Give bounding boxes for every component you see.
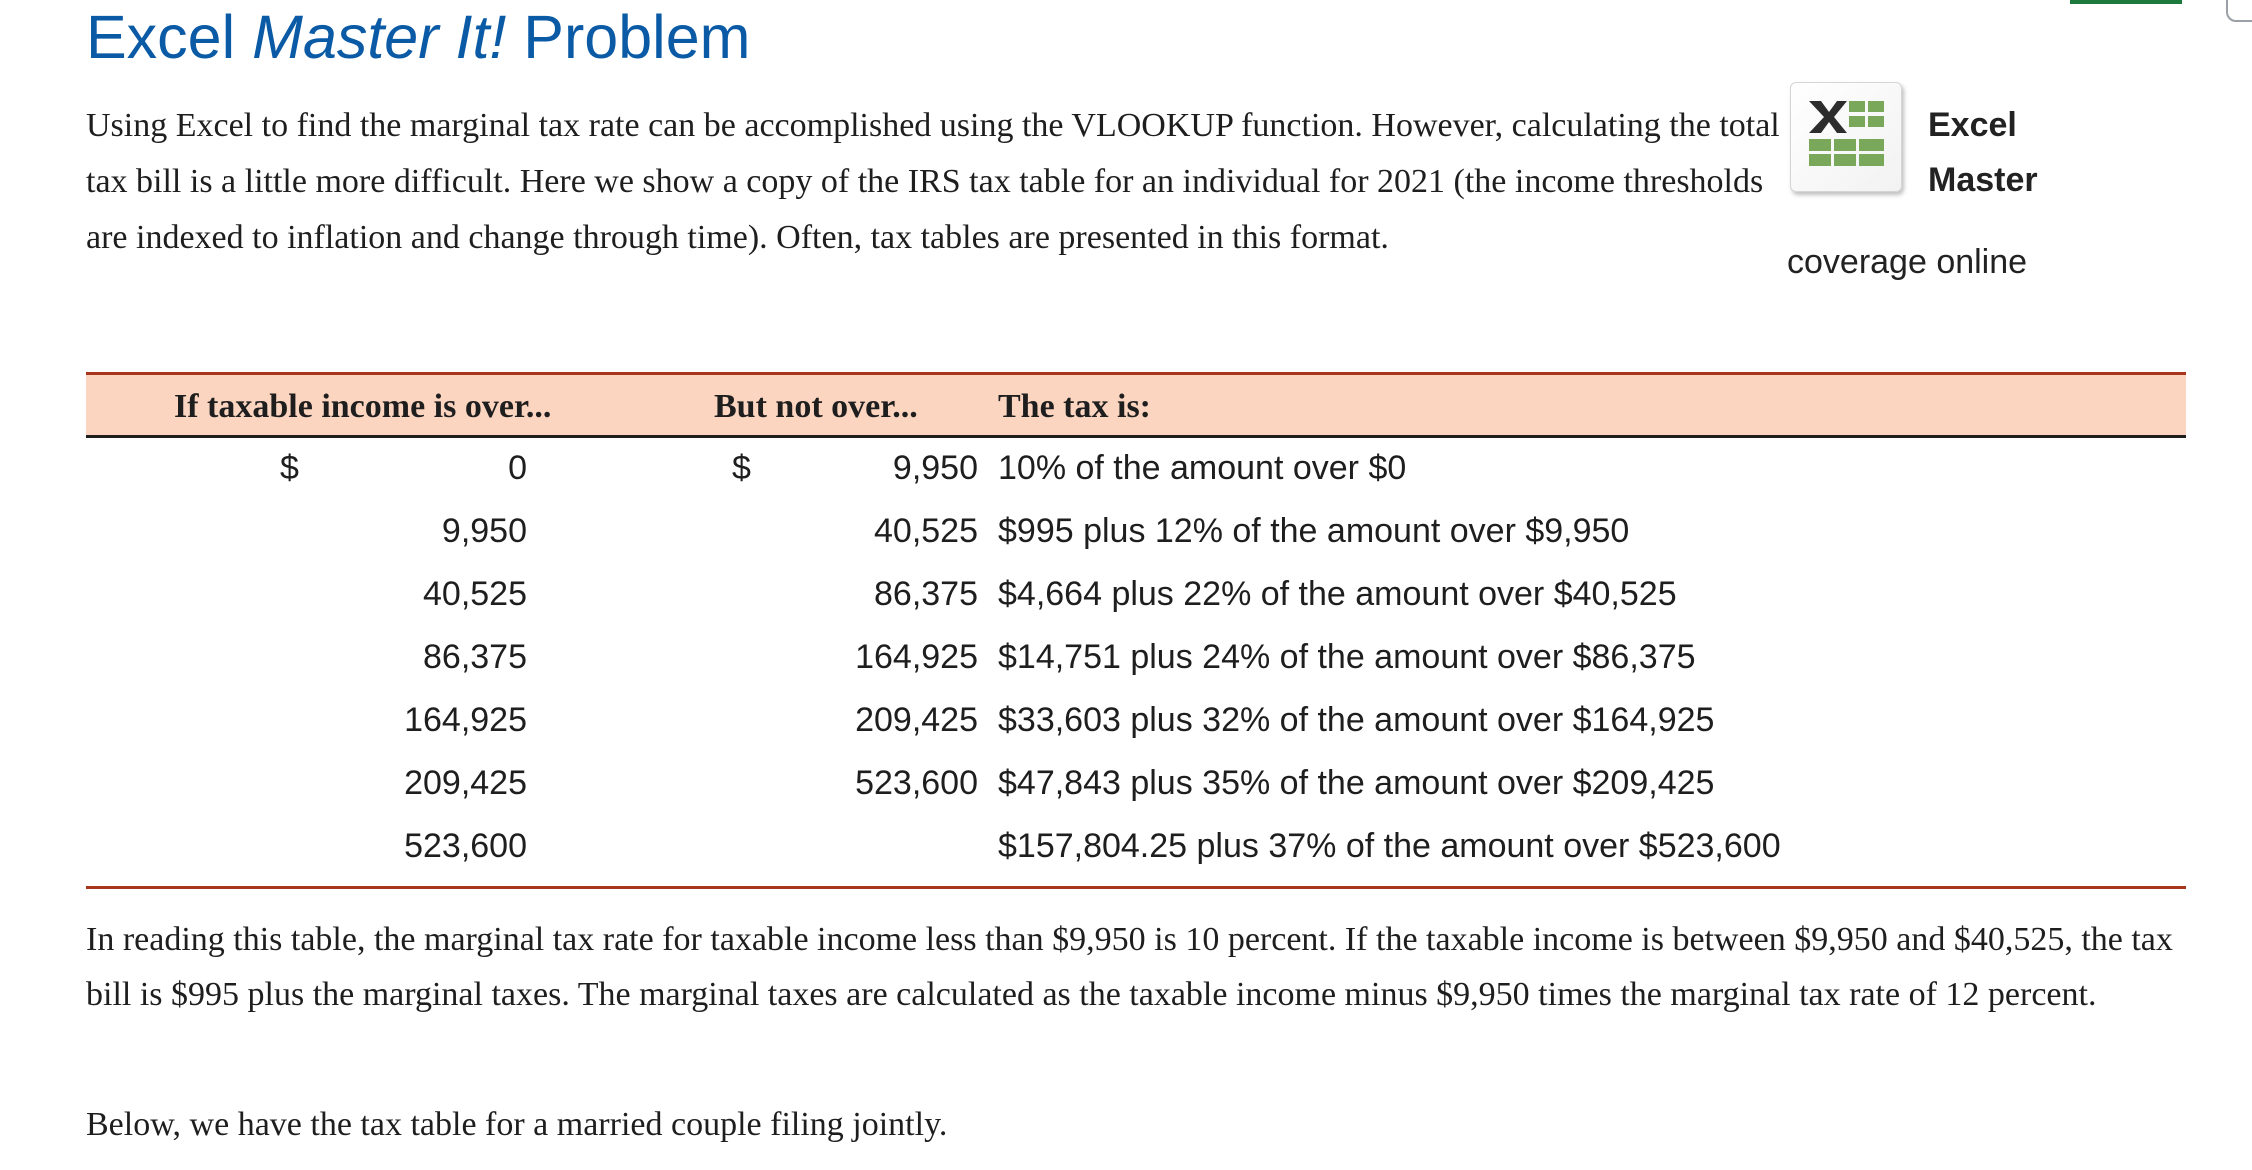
intro-paragraph: Using Excel to find the marginal tax rate can be accomplished using the VLOOKUP function. However, calculating the total tax bill is a little more difficult. Here we show a copy of the IRS tax table for an individual for 2021 (the income thresholds are indexed to inflation and change through time). Often, tax tables are presented in this format. bbox=[86, 107, 1780, 256]
cell-tax: $995 plus 12% of the amount over $9,950 bbox=[998, 512, 1630, 550]
cell-not-over: 164,925 bbox=[855, 638, 978, 676]
top-accent-bar bbox=[2070, 0, 2182, 4]
cell-not-over: 86,375 bbox=[874, 575, 978, 613]
explanation-paragraph: In reading this table, the marginal tax rate for taxable income less than $9,950 is 10 percent. If the taxable income is between $9,950 and $40,525, the tax bill is $995 plus the marginal taxes. The marginal taxes are calculated as the taxable income minus $9,950 times the marginal tax rate of 12 percent. bbox=[86, 921, 2173, 1013]
table-row bbox=[86, 504, 2186, 567]
cell-over: 86,375 bbox=[423, 638, 527, 676]
cell-over: 0 bbox=[508, 449, 527, 487]
title-emphasis: Master It! bbox=[252, 3, 507, 71]
cell-tax: $4,664 plus 22% of the amount over $40,525 bbox=[998, 575, 1677, 613]
cell-over: 523,600 bbox=[404, 827, 527, 865]
tax-table bbox=[86, 372, 2186, 890]
cell-over: 9,950 bbox=[441, 512, 527, 550]
badge-coverage-text: coverage online bbox=[1787, 243, 2028, 281]
badge-label-excel: Excel bbox=[1928, 106, 2017, 144]
cell-not-over: 209,425 bbox=[855, 701, 978, 739]
currency-symbol: $ bbox=[732, 449, 751, 487]
table-row bbox=[86, 819, 2186, 882]
cell-not-over: 40,525 bbox=[874, 512, 978, 550]
cell-not-over: 9,950 bbox=[892, 449, 978, 487]
cell-tax: $157,804.25 plus 37% of the amount over $523,600 bbox=[998, 827, 1781, 865]
page-title bbox=[86, 2, 750, 72]
cell-tax: $33,603 plus 32% of the amount over $164,925 bbox=[998, 701, 1715, 739]
header-not-over: But not over... bbox=[714, 388, 918, 425]
married-couple-paragraph: Below, we have the tax table for a married couple filing jointly. bbox=[86, 1106, 948, 1143]
table-row bbox=[86, 567, 2186, 630]
excel-master-icon bbox=[1790, 82, 1902, 192]
title-suffix: Problem bbox=[506, 3, 751, 71]
cell-not-over: 523,600 bbox=[855, 764, 978, 802]
currency-symbol: $ bbox=[280, 449, 299, 487]
table-header-row bbox=[86, 372, 2186, 438]
cell-tax: 10% of the amount over $0 bbox=[998, 449, 1407, 487]
table-bottom-rule bbox=[86, 886, 2186, 889]
cell-tax: $47,843 plus 35% of the amount over $209,425 bbox=[998, 764, 1715, 802]
table-row bbox=[86, 630, 2186, 693]
table-row bbox=[86, 441, 2186, 504]
corner-tab[interactable] bbox=[2226, 0, 2252, 22]
header-tax: The tax is: bbox=[998, 388, 1151, 425]
badge-label-master: Master bbox=[1928, 161, 2038, 199]
cell-over: 164,925 bbox=[404, 701, 527, 739]
excel-master-badge[interactable] bbox=[1787, 82, 2090, 292]
cell-over: 209,425 bbox=[404, 764, 527, 802]
table-row bbox=[86, 693, 2186, 756]
cell-tax: $14,751 plus 24% of the amount over $86,375 bbox=[998, 638, 1696, 676]
cell-over: 40,525 bbox=[423, 575, 527, 613]
title-prefix: Excel bbox=[86, 3, 253, 71]
header-over: If taxable income is over... bbox=[174, 388, 552, 425]
table-row bbox=[86, 756, 2186, 819]
